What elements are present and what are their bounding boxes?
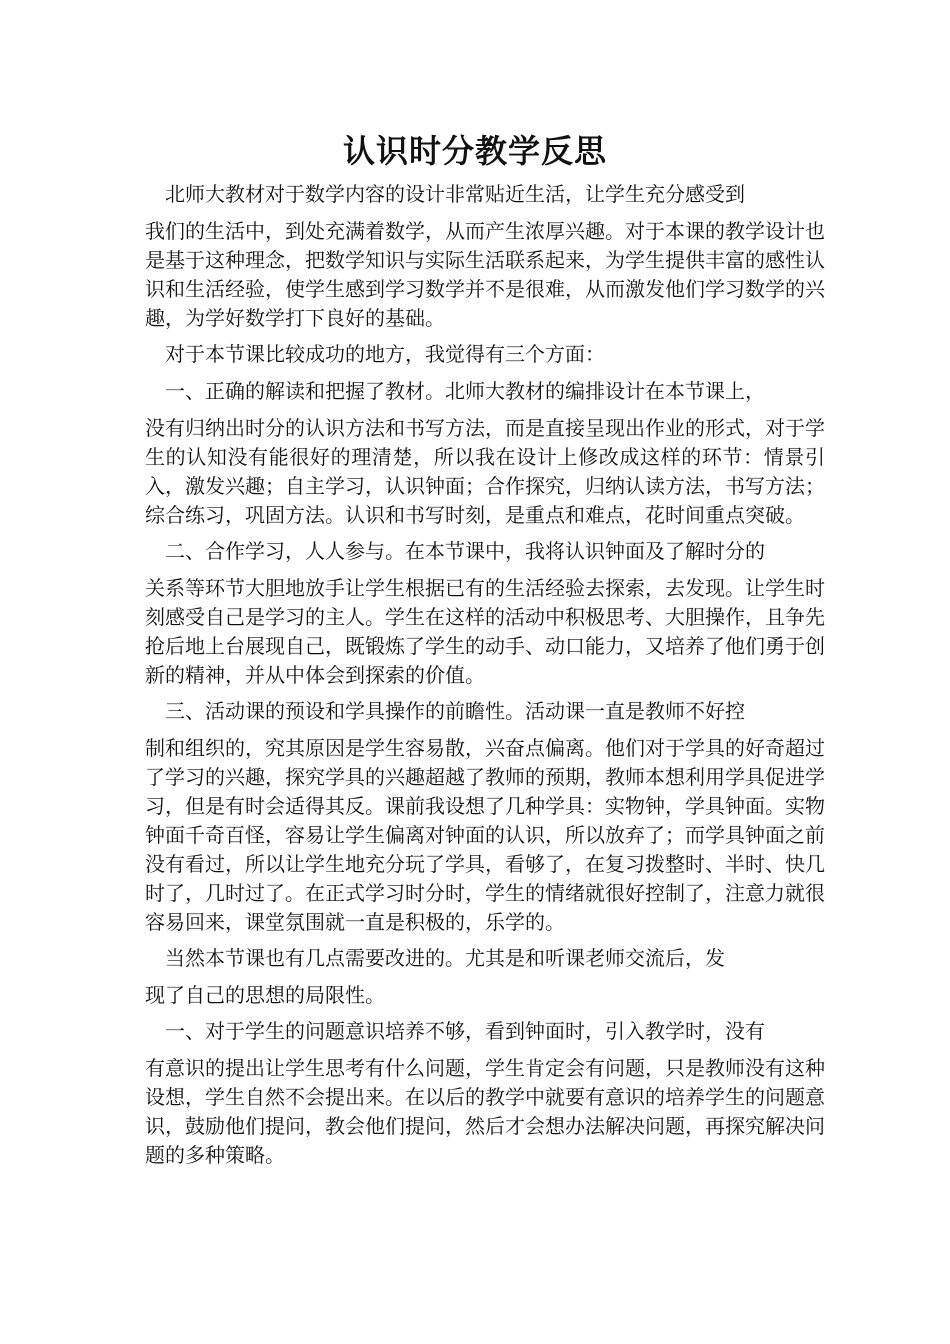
paragraph-success-1 [145, 377, 825, 530]
paragraph-first-line: 北师大教材对于数学内容的设计非常贴近生活，让学生充分感受到 [165, 182, 745, 206]
paragraph-improvements-heading [145, 944, 825, 1010]
paragraph-text: 制和组织的，究其原因是学生容易散，兴奋点偏离。他们对于学具的好奇超过了学习的兴趣，探究学具的兴趣超越了教师的预期，教师本想利用学具促进学习，但是有时会适得其反。课前我设想了几种学具：实物钟，学具钟面。实物钟面千奇百怪，容易让学生偏离对钟面的认识，所以放弃了；而学具钟面之前没有看过，所以让学生地充分玩了学具，看够了，在复习拨整时、半时、快几时了，几时过了。在正式学习时分时，学生的情绪就很好控制了，注意力就很容易回来，课堂氛围就一直是积极的，乐学的。 [145, 736, 825, 934]
paragraph-first-line: 对于本节课比较成功的地方，我觉得有三个方面： [165, 342, 605, 366]
paragraph-intro [145, 180, 825, 333]
paragraph-text: 关系等环节大胆地放手让学生根据已有的生活经验去探索，去发现。让学生时刻感受自己是学习的主人。学生在这样的活动中积极思考、大胆操作，且争先抢后地上台展现自己，既锻炼了学生的动手、动口能力，又培养了他们勇于创新的精神，并从中体会到探索的价值。 [145, 576, 825, 687]
paragraph-text: 有意识的提出让学生思考有什么问题，学生肯定会有问题，只是教师没有这种设想，学生自然不会提出来。在以后的教学中就要有意识的培养学生的问题意识，鼓励他们提问，教会他们提问，然后才会想办法解决问题，再探究解决问题的多种策略。 [145, 1056, 825, 1167]
paragraph-first-line: 当然本节课也有几点需要改进的。尤其是和听课老师交流后，发 [165, 946, 725, 970]
paragraph-first-line: 一、正确的解读和把握了教材。北师大教材的编排设计在本节课上， [165, 379, 765, 403]
paragraph-first-line: 二、合作学习，人人参与。在本节课中，我将认识钟面及了解时分的 [165, 539, 765, 563]
paragraph-successes-heading [145, 340, 825, 369]
document-title: 认识时分教学反思 [342, 132, 607, 170]
paragraph-improvement-1 [145, 1017, 825, 1170]
paragraph-text: 我们的生活中，到处充满着数学，从而产生浓厚兴趣。对于本课的教学设计也是基于这种理念，把数学知识与实际生活联系起来，为学生提供丰富的感性认识和生活经验，使学生感到学习数学并不是很难，从而激发他们学习数学的兴趣，为学好数学打下良好的基础。 [145, 219, 825, 330]
paragraph-success-2 [145, 537, 825, 690]
paragraph-first-line: 一、对于学生的问题意识培养不够，看到钟面时，引入教学时，没有 [165, 1019, 765, 1043]
document-body [145, 180, 825, 1177]
paragraph-text: 没有归纳出时分的认识方法和书写方法，而是直接呈现出作业的形式，对于学生的认知没有能很好的理清楚，所以我在设计上修改成这样的环节：情景引入，激发兴趣；自主学习，认识钟面；合作探究，归纳认读方法，书写方法；综合练习，巩固方法。认识和书写时刻，是重点和难点，花时间重点突破。 [145, 416, 825, 527]
paragraph-text: 现了自己的思想的局限性。 [145, 983, 385, 1007]
paragraph-first-line: 三、活动课的预设和学具操作的前瞻性。活动课一直是教师不好控 [165, 699, 745, 723]
paragraph-success-3 [145, 697, 825, 937]
